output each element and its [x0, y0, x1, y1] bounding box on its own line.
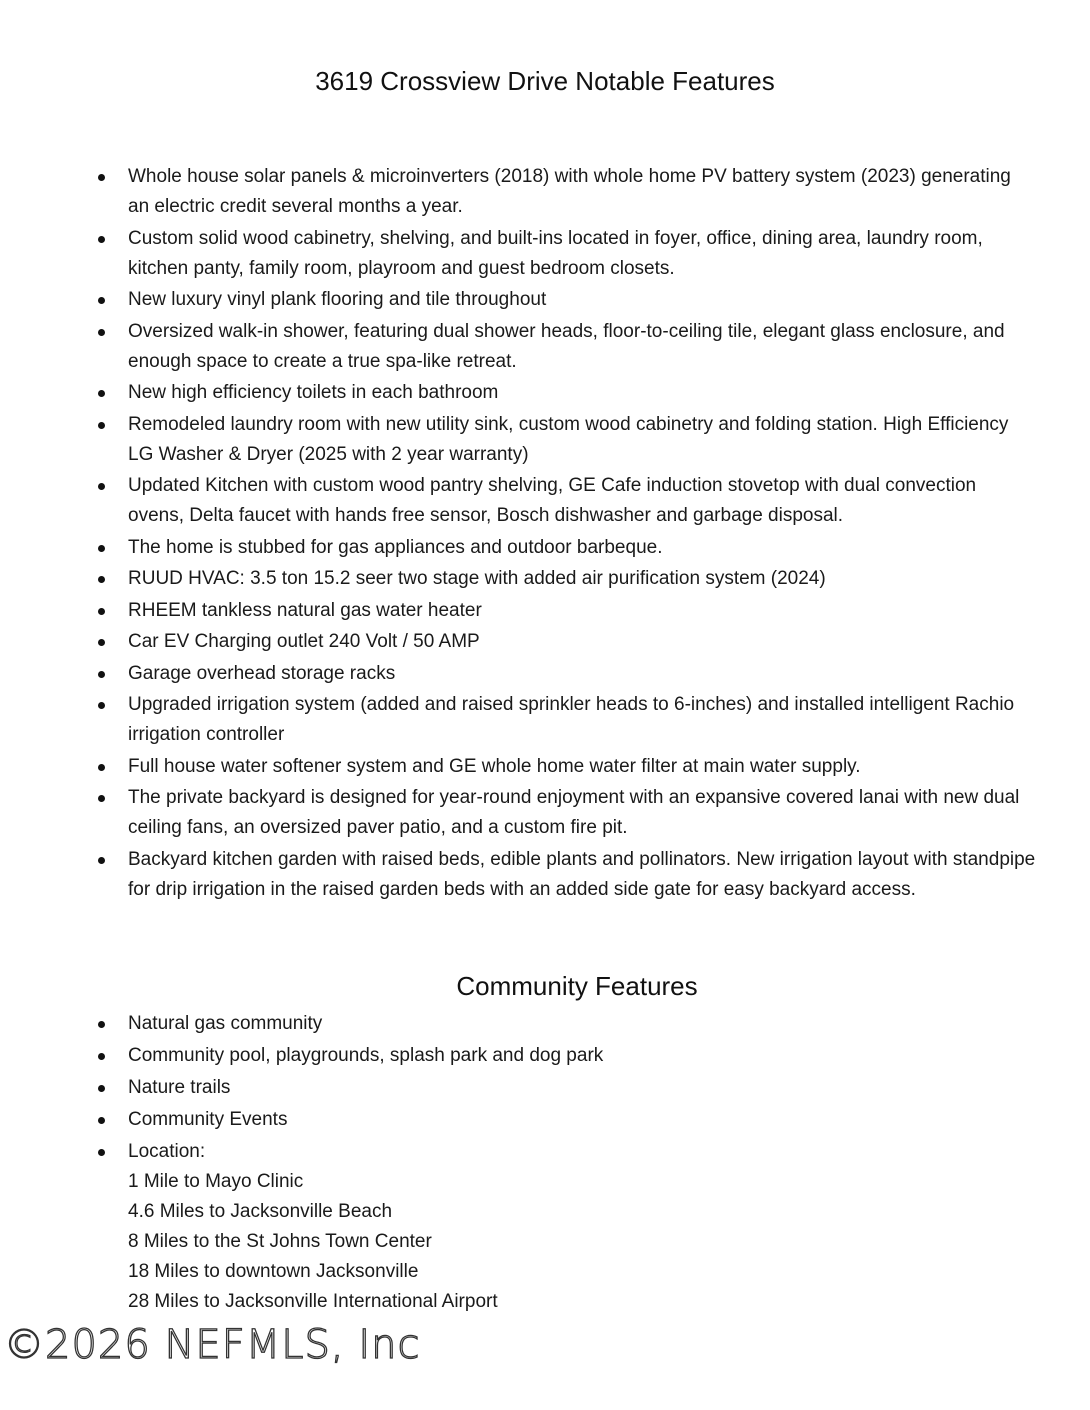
- location-line: 1 Mile to Mayo Clinic: [128, 1171, 304, 1192]
- list-item: Nature trails: [96, 1073, 1036, 1103]
- list-item: New luxury vinyl plank flooring and tile throughout: [96, 285, 1036, 315]
- list-item: Upgraded irrigation system (added and raised sprinkler heads to 6-inches) and installed intelligent Rachio irrigation controller: [96, 690, 1036, 750]
- list-item: Remodeled laundry room with new utility sink, custom wood cabinetry and folding station. High Efficiency LG Washer & Dryer (2025 with 2 year warranty): [96, 410, 1036, 470]
- list-item: Backyard kitchen garden with raised beds, edible plants and pollinators. New irrigation layout with standpipe for drip irrigation in the raised garden beds with an added side gate for easy backyard access.: [96, 845, 1036, 905]
- list-item: Custom solid wood cabinetry, shelving, and built-ins located in foyer, office, dining area, laundry room, kitchen panty, family room, playroom and guest bedroom closets.: [96, 224, 1036, 284]
- list-item: Car EV Charging outlet 240 Volt / 50 AMP: [96, 627, 1036, 657]
- location-label: Location:: [128, 1141, 206, 1162]
- list-item: Natural gas community: [96, 1009, 1036, 1039]
- copyright-watermark: ©2026 NEFMLS, Inc: [4, 1322, 421, 1368]
- list-item: Community Events: [96, 1105, 1036, 1135]
- list-item: Garage overhead storage racks: [96, 659, 1036, 689]
- location-line: 4.6 Miles to Jacksonville Beach: [128, 1201, 393, 1222]
- list-item: Oversized walk-in shower, featuring dual shower heads, floor-to-ceiling tile, elegant glass enclosure, and enough space to create a true spa-like retreat.: [96, 317, 1036, 377]
- notable-features-list: [96, 162, 1036, 906]
- list-item: The home is stubbed for gas appliances and outdoor barbeque.: [96, 533, 1036, 563]
- page-title: 3619 Crossview Drive Notable Features: [315, 66, 775, 96]
- list-item: Updated Kitchen with custom wood pantry shelving, GE Cafe induction stovetop with dual convection ovens, Delta faucet with hands free sensor, Bosch dishwasher and garbage disposal.: [96, 471, 1036, 531]
- list-item: RUUD HVAC: 3.5 ton 15.2 seer two stage with added air purification system (2024): [96, 564, 1036, 594]
- list-item: The private backyard is designed for year-round enjoyment with an expansive covered lanai with new dual ceiling fans, an oversized paver patio, and a custom fire pit.: [96, 783, 1036, 843]
- location-line: 28 Miles to Jacksonville International Airport: [128, 1291, 498, 1312]
- location-line: 18 Miles to downtown Jacksonville: [128, 1261, 419, 1282]
- list-item: New high efficiency toilets in each bathroom: [96, 378, 1036, 408]
- list-item: Full house water softener system and GE whole home water filter at main water supply.: [96, 752, 1036, 782]
- list-item: Community pool, playgrounds, splash park and dog park: [96, 1041, 1036, 1071]
- community-features-list: [96, 1009, 1036, 1319]
- list-item: RHEEM tankless natural gas water heater: [96, 596, 1036, 626]
- section-title-community: Community Features: [456, 971, 698, 1001]
- list-item: Whole house solar panels & microinverters (2018) with whole home PV battery system (2023) generating an electric credit several months a year.: [96, 162, 1036, 222]
- list-item-location: [96, 1137, 1036, 1317]
- location-line: 8 Miles to the St Johns Town Center: [128, 1231, 432, 1252]
